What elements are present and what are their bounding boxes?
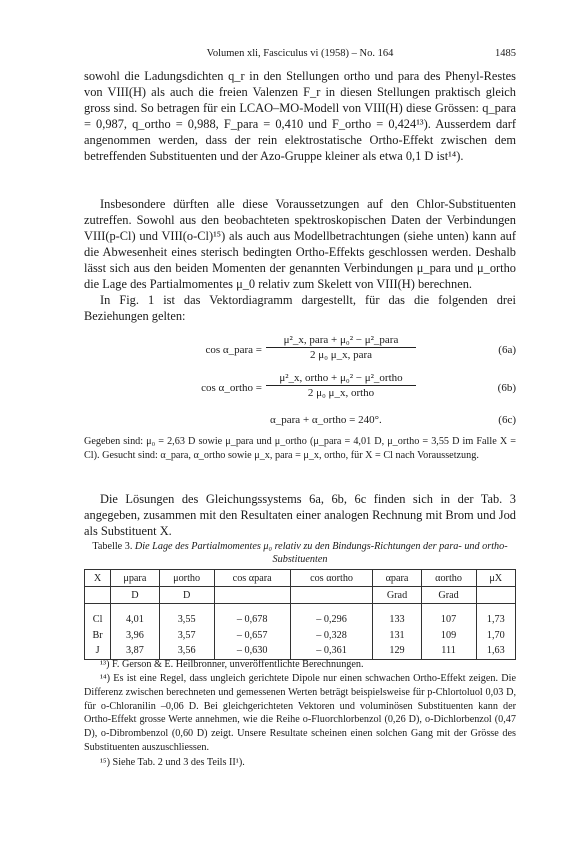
table-header-cell: μortho [159,570,214,587]
table-cell: 107 [421,612,476,628]
table-row [85,612,516,628]
table-unit-cell [290,587,373,604]
table-unit-cell [476,587,515,604]
equation-6a-numerator: μ²_x, para + μ₀² − μ²_para [266,334,416,348]
table-unit-cell: D [111,587,159,604]
table-cell: – 0,296 [290,612,373,628]
equation-6a-denominator: 2 μ₀ μ_x, para [309,349,373,361]
table-cell: – 0,361 [290,643,373,659]
table-header-cell: cos αpara [214,570,290,587]
footnote-15: ¹⁵) Siehe Tab. 2 und 3 des Teils II¹). [100,757,245,768]
table-cell: 109 [421,628,476,644]
table-caption [84,541,516,566]
paragraph-4: Die Lösungen des Gleichungssystems 6a, 6b, 6c finden sich in der Tab. 3 angegeben, zusammen mit den Resultaten einer analogen Rechnung mit Brom und Jod als Substituent X. [84,492,516,539]
table-cell: Cl [85,612,111,628]
table-caption-label: Tabelle 3. [92,541,133,552]
equation-6a-fraction [266,334,416,361]
table-row [85,628,516,644]
equation-6c-text: α_para + α_ortho = 240°. [270,414,382,426]
equation-6b [84,372,516,406]
table-unit-cell [85,587,111,604]
table-units-row [85,587,516,604]
running-title: Volumen xli, Fasciculus vi (1958) – No. 164 [206,48,394,59]
table-cell: 111 [421,643,476,659]
table-cell: 3,55 [159,612,214,628]
table-unit-cell: Grad [421,587,476,604]
paragraph-1: sowohl die Ladungsdichten q_r in den Stellungen ortho und para des Phenyl-Restes von VIII(H) als auch die freien Valenzen F_r in diesen Stellungen praktisch gleich gross sind. So betragen für ein LCAO–MO-Modell von VIII(H) diese Grössen: q_para = 0,987, q_ortho = 0,988, F_para = 0,410 und F_ortho = 0,424¹³). Ausserdem darf angenommen werden, dass der rein elektrostatische Ortho-Effekt zwischen dem betreffenden Substituenten und der Azo-Gruppe kleiner als etwa 0,1 D ist¹⁴). [84,69,516,164]
table-cell: 3,57 [159,628,214,644]
table-cell: 133 [373,612,421,628]
table-header-cell: cos αortho [290,570,373,587]
equation-6b-lhs: cos α_ortho = [201,382,262,394]
table-cell: 3,56 [159,643,214,659]
table-3 [84,569,516,660]
equation-6c [84,414,516,430]
equation-6c-tag: (6c) [498,414,516,426]
footnote-13: ¹³) F. Gerson & E. Heilbronner, unveröffentlichte Berechnungen. [100,659,364,670]
table-cell: 129 [373,643,421,659]
equation-6a-tag: (6a) [498,344,516,356]
table-header-cell: X [85,570,111,587]
table-unit-cell: D [159,587,214,604]
table-header-cell: αpara [373,570,421,587]
table-cell: – 0,630 [214,643,290,659]
table-header-cell: μpara [111,570,159,587]
equation-6b-tag: (6b) [497,382,516,394]
table-cell: 4,01 [111,612,159,628]
table-header-row [85,570,516,587]
table-cell: – 0,657 [214,628,290,644]
paragraph-2: Insbesondere dürften alle diese Voraussetzungen auf den Chlor-Substituenten zutreffen. Sowohl aus den beobachteten spektroskopischen Daten der Verbindungen VIII(p-Cl) und VIII(o-Cl)¹⁵) als auch aus Modellbetrachtungen (siehe unten) kann auf die Abwesenheit eines sterisch bedingten Ortho-Effekts geschlossen werden. Deshalb lässt sich aus den beiden Momenten der genannten Verbindungen μ_para und μ_ortho die Lage des Partialmomentes μ_0 relativ zum Skelett von VIII(H) berechnen. [84,197,516,292]
table-header-cell: μX [476,570,515,587]
table-spacer-row [85,604,516,613]
equation-6b-denominator: 2 μ₀ μ_x, ortho [307,387,375,399]
table-cell: 1,70 [476,628,515,644]
table-row [85,643,516,659]
paragraph-3: In Fig. 1 ist das Vektordiagramm dargestellt, für das die folgenden drei Beziehungen gelten: [84,293,516,324]
equation-6a-lhs: cos α_para = [205,344,262,356]
table-cell: Br [85,628,111,644]
table-cell: 1,63 [476,643,515,659]
table-unit-cell [214,587,290,604]
given-text: Gegeben sind: μ₀ = 2,63 D sowie μ_para und μ_ortho (μ_para = 4,01 D, μ_ortho = 3,55 D im Falle X = Cl). Gesucht sind: α_para, α_ortho sowie μ_x, para = μ_x, ortho, für X = Cl nach Voraussetzung. [84,436,516,461]
table-header-cell: αortho [421,570,476,587]
table-cell: 3,96 [111,628,159,644]
table-caption-text: Die Lage des Partialmomentes μ₀ relativ zu den Bindungs-Richtungen der para- und ortho-Substituenten [134,541,508,565]
table-cell: – 0,328 [290,628,373,644]
table-cell: – 0,678 [214,612,290,628]
table-cell: 1,73 [476,612,515,628]
table-unit-cell: Grad [373,587,421,604]
equation-6b-fraction [266,372,416,399]
page-number: 1485 [495,48,516,59]
equation-6a [84,334,516,368]
table-cell: 131 [373,628,421,644]
equation-6b-numerator: μ²_x, ortho + μ₀² − μ²_ortho [266,372,416,386]
footnote-14: ¹⁴) Es ist eine Regel, dass ungleich gerichtete Dipole nur einen schwachen Ortho-Effekt zeigen. Die Differenz zwischen berechneten und gemessenen Werten beträgt beispielsweise für p-Chlortoluol 0,03 D, für o-Chloranilin –0,06 D. Bei gleichgerichteten Vektoren und voluminösen Substituenten kann der Ortho-Effekt grosse Werte annehmen, wie die Reihe o-Fluorchlorbenzol (0,26 D), o-Dichlorbenzol (0,47 D), o-Dibrombenzol (0,60 D) zeigt. Unsere Resultate scheinen einen solchen Gang mit der Grösse des Substituenten auszuschliessen. [84,673,516,753]
running-header [84,48,516,62]
table-cell: J [85,643,111,659]
table-cell: 3,87 [111,643,159,659]
